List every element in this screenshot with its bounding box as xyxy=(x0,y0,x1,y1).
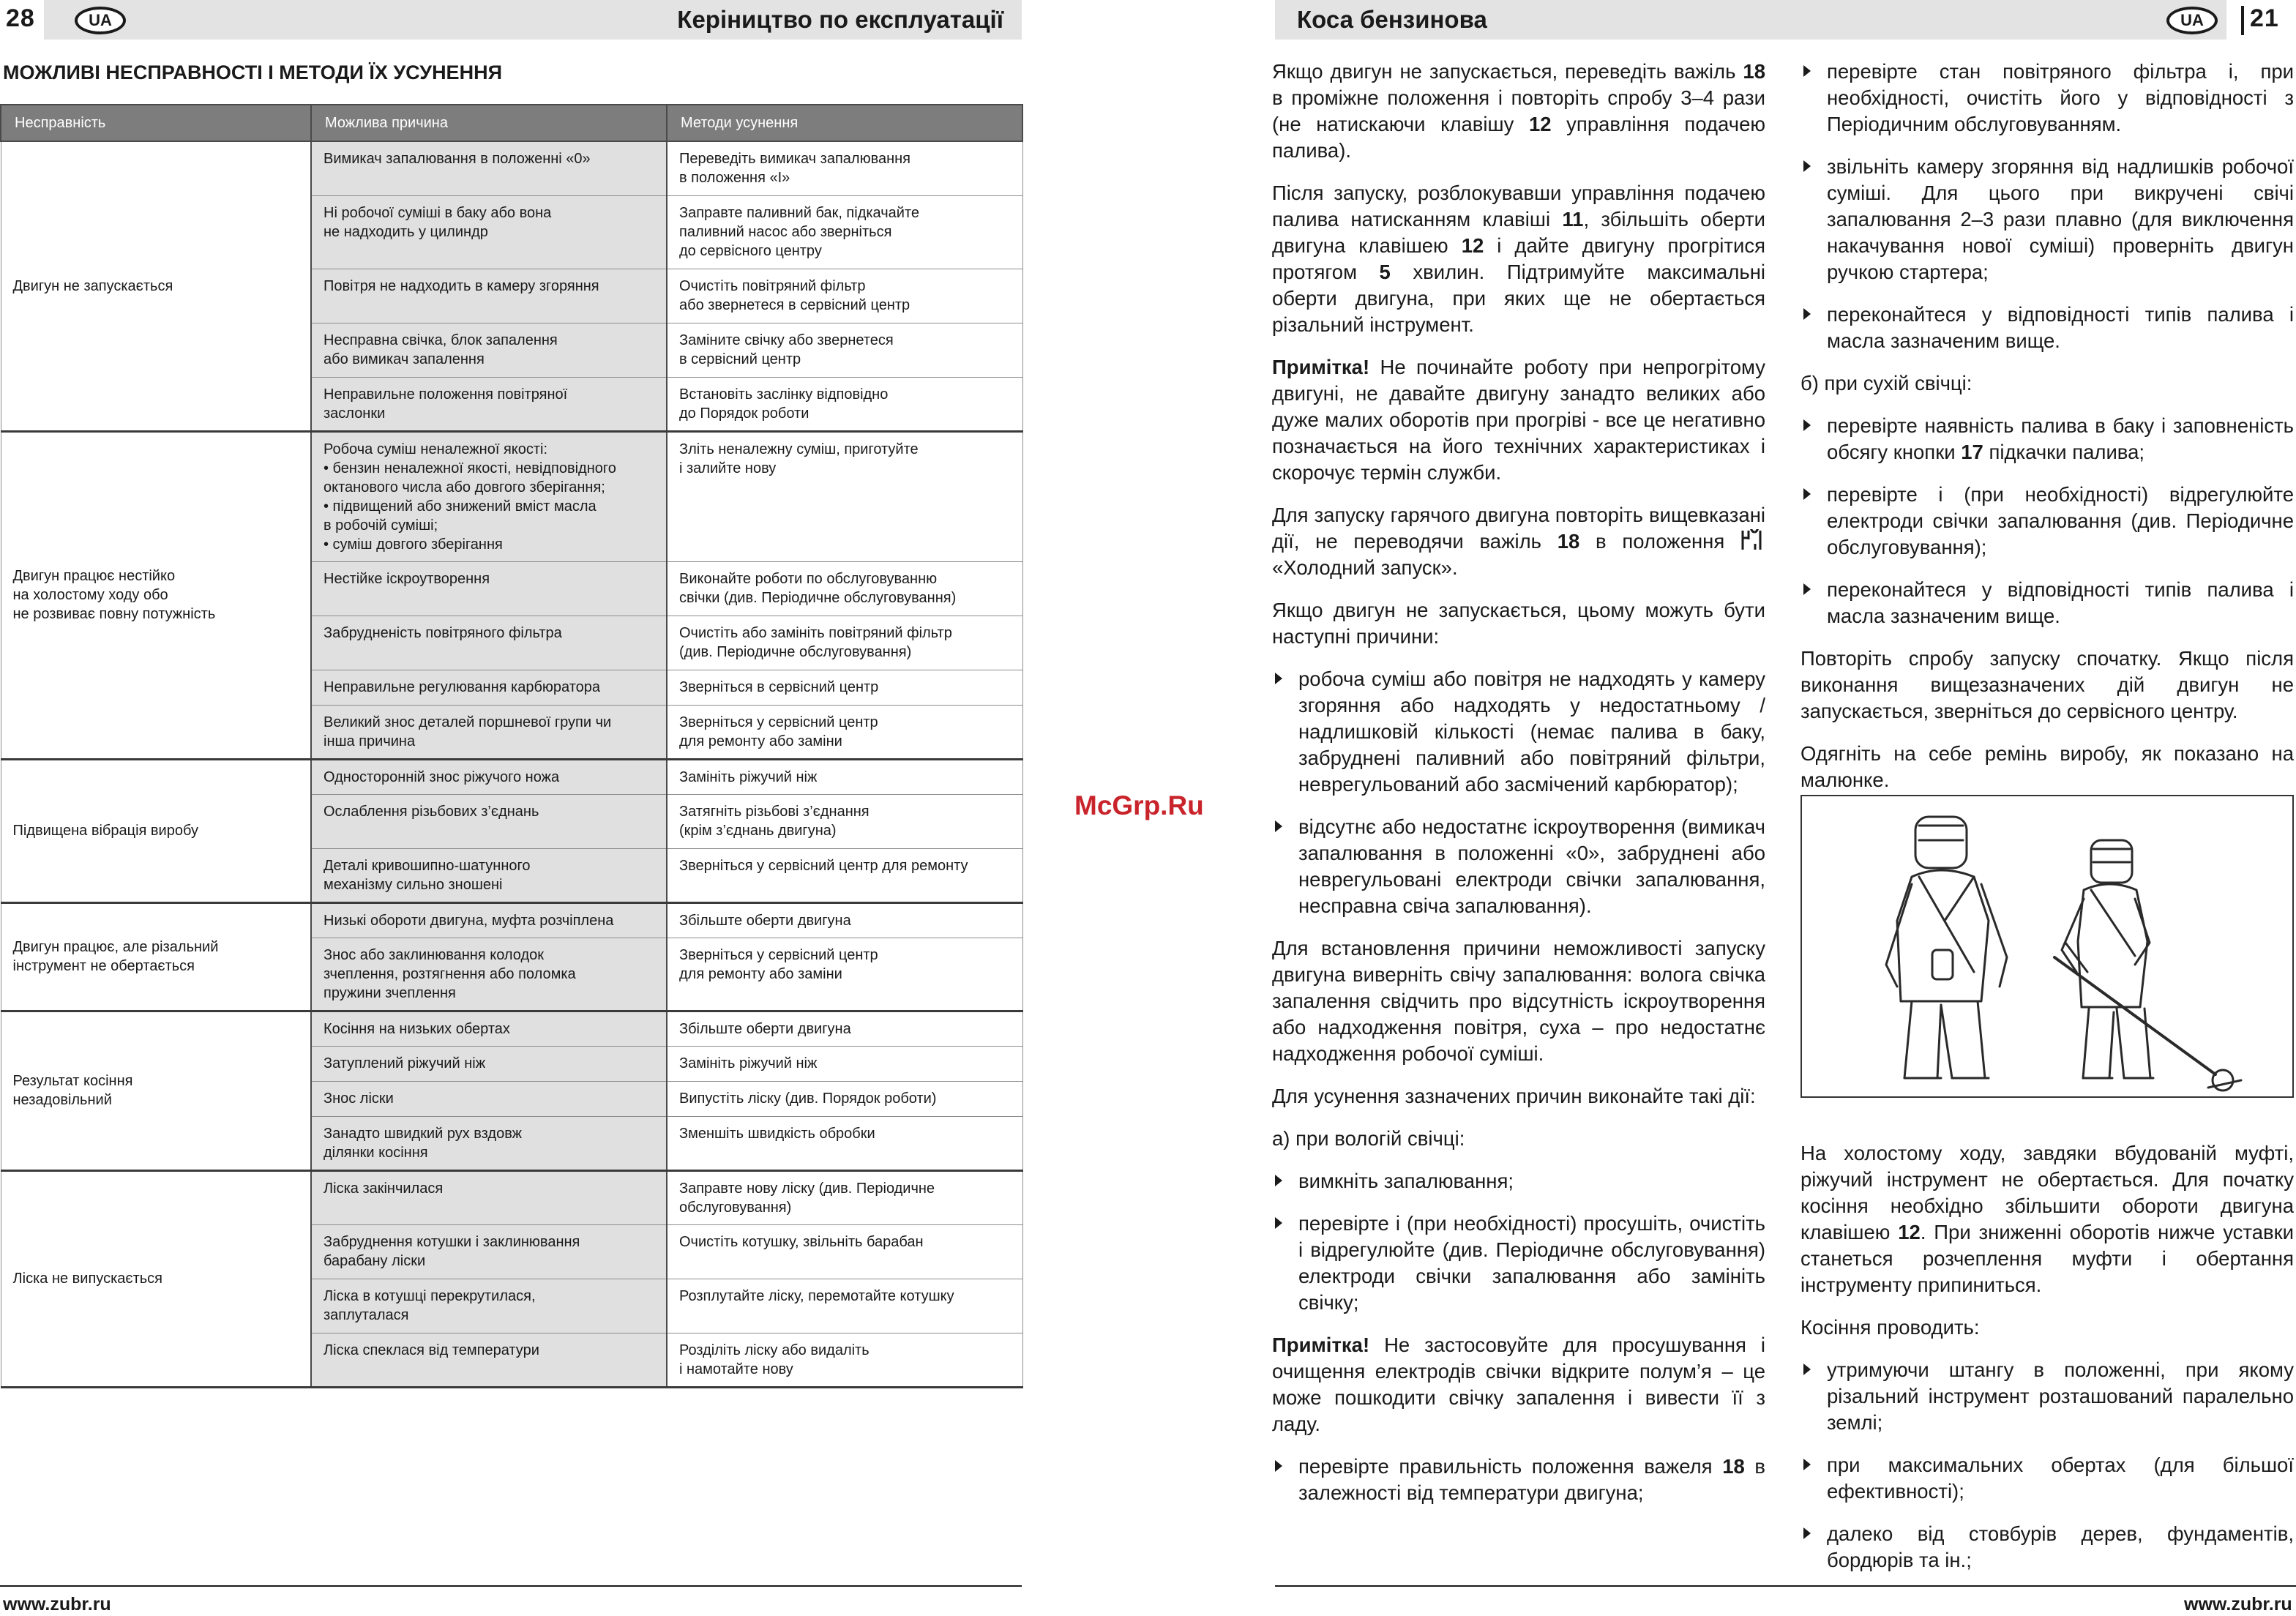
fix-cell: Зліть неналежну суміш, приготуйте і залийте нову xyxy=(667,431,1022,561)
operator-with-trimmer-drawing xyxy=(1802,796,2292,1096)
cause-cell: Ліска закінчилася xyxy=(311,1170,667,1224)
page-number-separator xyxy=(2241,6,2244,35)
fix-cell: Переведіть вимикач запалювання в положення «І» xyxy=(667,141,1022,195)
fix-cell: Зверніться у сервісний центр для ремонту або заміни xyxy=(667,938,1022,1011)
fix-cell: Заправте нову ліску (див. Періодичне обслуговування) xyxy=(667,1170,1022,1224)
fix-cell: Збільште оберти двигуна xyxy=(667,902,1022,938)
column-header-fault: Несправність xyxy=(1,105,311,141)
note-paragraph: Примітка! Не застосовуйте для просушування і очищення електродів свічки відкрите полум’я – це може пошкодити свічку запалення і вивести її з ладу. xyxy=(1272,1333,1765,1435)
paragraph: На холостому ходу, завдяки вбудованій муфті, ріжучий інструмент не обертається. Для початку косіння необхідно збільшити обороти двигуна клавішею 12. При зниженні оборотів нижче уставки станеться розчеплення муфти і обертання інструменту припиниться. xyxy=(1800,1142,2294,1296)
paragraph: Якщо двигун не запускається, цьому можуть бути наступні причини: xyxy=(1272,599,1765,648)
table-row xyxy=(1,1170,1022,1224)
choke-lever-icon xyxy=(1740,529,1762,551)
bullet-item: вимкніть запалювання; xyxy=(1272,1168,1765,1194)
cause-cell: Забруднення котушки і заклинювання барабану ліски xyxy=(311,1224,667,1279)
paragraph: Для усунення зазначених причин виконайте такі дії: xyxy=(1272,1085,1756,1107)
cause-cell: Низькі оборoти двигуна, муфта розчіплена xyxy=(311,902,667,938)
fix-cell: Замініть ріжучий ніж xyxy=(667,759,1022,794)
fix-cell: Розплутайте ліску, перемотайте котушку xyxy=(667,1279,1022,1333)
cause-cell: Знос ліски xyxy=(311,1081,667,1116)
table-row xyxy=(1,759,1022,794)
right-page-number: 21 xyxy=(2250,4,2279,32)
fault-cell: Двигун працює, але різальний інструмент не обертається xyxy=(1,902,311,1011)
paragraph: Для встановлення причини неможливості запуску двигуна виверніть свічу запалювання: волога свічка запалення свідчить про відсутність іскроутворення або надходження повітря, суха – про недостатнє надходження робочої суміші. xyxy=(1272,937,1765,1065)
paragraph: Повторіть спробу запуску спочатку. Якщо після виконання вищезазначених дій двигун не запускається, зверніться до сервісного центру. xyxy=(1800,647,2294,722)
right-footer-line xyxy=(1275,1585,2296,1587)
cause-cell: Ні робочої суміші в баку або вона не надходить у цилиндр xyxy=(311,195,667,269)
cause-cell: Ліска в котушці перекрутилася, заплуталася xyxy=(311,1279,667,1333)
troubleshooting-table xyxy=(0,104,1023,1388)
cause-cell: Несправна свічка, блок запалення або вимикач запалення xyxy=(311,323,667,377)
fault-cell: Підвищена вібрація виробу xyxy=(1,759,311,902)
cause-cell: Забрудненість повітряного фільтра xyxy=(311,616,667,670)
paragraph: Після запуску, розблокувавши управління подачею палива натисканням клавіші 11, збільшіть оберти двигуна клавішею 12 і дайте двигуну прогрітися протягом 5 хвилин. Підтримуйте максимальні оберти двигуна, при яких ще не обертається різальний інструмент. xyxy=(1272,182,1765,336)
fix-cell: Очистіть або замініть повітряний фільтр (див. Періодичне обслуговування) xyxy=(667,616,1022,670)
cause-cell: Деталі кривошипно-шатунного механізму сильно зношені xyxy=(311,848,667,902)
cause-cell: Косіння на низьких обертах xyxy=(311,1011,667,1046)
fix-cell: Випустіть ліску (див. Порядок роботи) xyxy=(667,1081,1022,1116)
paragraph: Якщо двигун не запускається, переведіть важіль 18 в проміжне положення і повторіть спробу 3–4 рази (не натискаючи клавішу 12 управління подачею палива). xyxy=(1272,60,1765,162)
watermark: McGrp.Ru xyxy=(1074,790,1204,820)
left-header-title: Керіництво по експлуатації xyxy=(677,6,1003,33)
bullet-item: при максимальних обертах (для більшої ефективності); xyxy=(1800,1452,2294,1505)
cause-cell: Затуплений ріжучий ніж xyxy=(311,1046,667,1081)
table-header-row xyxy=(1,105,1022,141)
fix-cell: Затягніть різьбові з’єднання (крім з’єднань двигуна) xyxy=(667,794,1022,848)
bullet-item: робоча суміш або повітря не надходять у камеру згоряння або надходять у недостатньому / надлишковій кількості (немає палива в баку, забруднені паливний або повітряний фільтри, неврегульований або засмічений карбюратор); xyxy=(1272,666,1765,798)
cause-cell: Великий знос деталей поршневої групи чи інша причина xyxy=(311,705,667,759)
fix-cell: Заправте паливний бак, підкачайте паливний насос або зверніться до сервісного центру xyxy=(667,195,1022,269)
section-title: МОЖЛИВІ НЕСПРАВНОСТІ І МЕТОДИ ЇХ УСУНЕННЯ xyxy=(3,61,502,83)
cause-cell: Ліска спеклася від температури xyxy=(311,1333,667,1387)
fix-cell: Замініть ріжучий ніж xyxy=(667,1046,1022,1081)
bullet-item: звільніть камеру згоряння від надлишків робочої суміші. Для цього при викручені свічі запалювання 2–3 рази плавно (для виключення накачування нової суміші) проверніть двигун ручкою стартера; xyxy=(1800,154,2294,285)
paragraph: Одягніть на себе ремінь виробу, як показано на малюнке. xyxy=(1800,742,2294,791)
table-row xyxy=(1,141,1022,195)
cause-cell: Нестійке іскроутворення xyxy=(311,561,667,616)
cause-cell: Вимикач запалювання в положенні «0» xyxy=(311,141,667,195)
fault-cell: Двигун не запускається xyxy=(1,141,311,431)
language-badge: UA xyxy=(2166,7,2218,34)
fault-cell: Ліска не випускається xyxy=(1,1170,311,1387)
text-column-left xyxy=(1272,59,1765,1522)
language-badge: UA xyxy=(75,7,126,34)
fix-cell: Збільште оберти двигуна xyxy=(667,1011,1022,1046)
bullet-item: перевірте правильність положення важеля 18 в залежності від температури двигуна; xyxy=(1272,1454,1765,1506)
bullet-item: перевірте і (при необхідності) просушіть, очистіть і відрегулюйте (див. Періодичне обслуговування) електроди свічки запалювання або замініть свічку; xyxy=(1272,1211,1765,1316)
bullet-item: перевірте наявність палива в баку і заповненість обсягу кнопки 17 підкачки палива; xyxy=(1800,413,2294,465)
table-row xyxy=(1,431,1022,561)
table-row xyxy=(1,1011,1022,1046)
bullet-item: утримуючи штангу в положенні, при якому різальний інструмент розташований паралельно землі; xyxy=(1800,1357,2294,1436)
paragraph: а) при вологій свічці: xyxy=(1272,1127,1465,1150)
fault-cell: Результат косіння незадовільний xyxy=(1,1011,311,1170)
fix-cell: Встановіть заслінку відповідно до Порядок роботи xyxy=(667,377,1022,431)
bullet-item: переконайтеся у відповідності типів палива і масла зазначеним вище. xyxy=(1800,577,2294,629)
fix-cell: Зверніться в сервісний центр xyxy=(667,670,1022,705)
cause-cell: Повітря не надходить в камеру згоряння xyxy=(311,269,667,323)
fix-cell: Заміните свічку або звернетеся в сервісний центр xyxy=(667,323,1022,377)
column-header-cause: Можлива причина xyxy=(311,105,667,141)
right-header-title: Коса бензинова xyxy=(1297,6,1487,33)
left-footer-line xyxy=(0,1585,1022,1587)
harness-illustration xyxy=(1800,795,2294,1098)
bullet-item: перевірте стан повітряного фільтра і, при необхідності, очистіть його у відповідності з Періодичним обслуговуванням. xyxy=(1800,59,2294,138)
fix-cell: Очистіть повітряний фільтр або звернетеся в сервісний центр xyxy=(667,269,1022,323)
cause-cell: Ослаблення різьбових з’єднань xyxy=(311,794,667,848)
paragraph: Для запуску гарячого двигуна повторіть вищевказані дії, не переводячи важіль 18 в положення «Холодний запуск». xyxy=(1272,504,1765,579)
column-header-fix: Методи усунення xyxy=(667,105,1022,141)
cause-cell: Знос або заклинювання колодок зчеплення, розтягнення або поломка пружини зчеплення xyxy=(311,938,667,1011)
bullet-item: відсутнє або недостатнє іскроутворення (вимикач запалювання в положенні «0», забруднені або неврегульовані електроди свічки запалювання, несправна свіча запалювання). xyxy=(1272,814,1765,919)
left-footer-url[interactable]: www.zubr.ru xyxy=(3,1594,111,1615)
note-paragraph: Примітка! Не починайте роботу при непрогрітому двигуні, не давайте двигуну занадто великих або дуже малих оборотів при прогріві - все це негативно позначається на його технічних характеристиках і скорочує термін служби. xyxy=(1272,356,1765,484)
cause-cell: Неправильне положення повітряної заслонки xyxy=(311,377,667,431)
table-row xyxy=(1,902,1022,938)
fault-cell: Двигун працює нестійко на холостому ходу обо не розвиває повну потужність xyxy=(1,431,311,759)
bullet-item: далеко від стовбурів дерев, фундаментів, бордюрів та ін.; xyxy=(1800,1521,2294,1574)
fix-cell: Очистіть котушку, звільніть барабан xyxy=(667,1224,1022,1279)
bullet-item: переконайтеся у відповідності типів палива і масла зазначеним вище. xyxy=(1800,302,2294,354)
bullet-item: перевірте і (при необхідності) відрегулюйте електроди свічки запалювання (див. Періодичне обслуговування); xyxy=(1800,482,2294,561)
fix-cell: Зменшіть швидкість обробки xyxy=(667,1116,1022,1170)
left-page-number: 28 xyxy=(6,4,35,32)
paragraph: б) при сухій свічці: xyxy=(1800,372,1972,394)
cause-cell: Односторонній знос ріжучого ножа xyxy=(311,759,667,794)
cause-cell: Робоча суміш неналежної якості: • бензин неналежної якості, невідповідного октанового числа або довгого зберігання; • підвищений або знижений вміст масла в робочій суміші; • суміш довгого зберігання xyxy=(311,431,667,561)
fix-cell: Зверніться у сервісний центр для ремонту або заміни xyxy=(667,705,1022,759)
fix-cell: Зверніться у сервісний центр для ремонту xyxy=(667,848,1022,902)
right-footer-url[interactable]: www.zubr.ru xyxy=(2184,1594,2292,1615)
fix-cell: Виконайте роботи по обслуговуванню свічки (див. Періодичне обслуговування) xyxy=(667,561,1022,616)
cause-cell: Занадто швидкий рух вздовж ділянки косіння xyxy=(311,1116,667,1170)
fix-cell: Розділіть ліску або видаліть і намотайте нову xyxy=(667,1333,1022,1387)
cause-cell: Неправильне регулювання карбюратора xyxy=(311,670,667,705)
paragraph: Косіння проводить: xyxy=(1800,1316,1980,1339)
